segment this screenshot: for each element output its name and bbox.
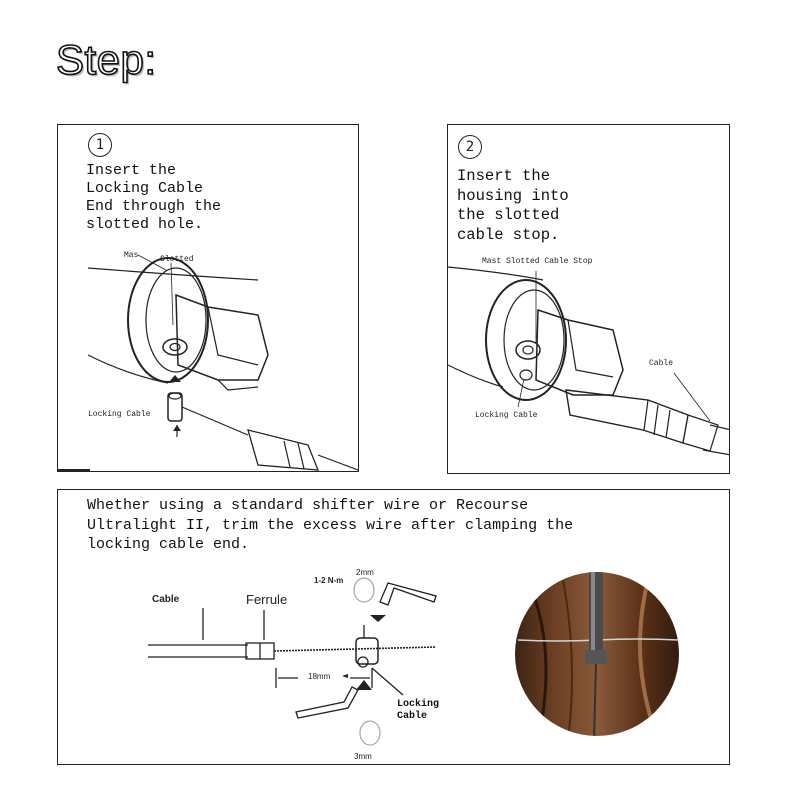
step-3-hex-top-label: 2mm (356, 568, 374, 577)
step-3-instruction: Whether using a standard shifter wire or Recourse Ultralight II, trim the excess wire after clamping the locking cable end. (87, 497, 574, 553)
step-1-panel (57, 124, 359, 472)
step-1-diagram (58, 125, 359, 472)
step-3-ferrule-label: Ferrule (246, 592, 288, 607)
step-2-locking-cable-label: Locking Cable (475, 411, 538, 420)
step-3-torque-label: 1-2 N-m (314, 576, 344, 585)
step-1-number: 1 (88, 133, 112, 157)
step-2-instruction: Insert the housing into the slotted cable stop. (457, 167, 569, 244)
step-2-mast-stop-label: Mast Slotted Cable Stop (482, 257, 593, 266)
step-3-measure-label: 18mm (308, 672, 331, 681)
step-3-cable-label: Cable (152, 594, 180, 605)
step-2-cable-label: Cable (649, 359, 674, 368)
step-3-diagram (58, 490, 730, 765)
page-title: Step: (56, 36, 157, 83)
step-1-locking-cable-label: Locking Cable (88, 410, 151, 419)
step-2-number: 2 (458, 135, 482, 159)
step-2-panel (447, 124, 730, 474)
cable-photo (513, 570, 683, 740)
step-1-slotted-label: Slotted (160, 255, 194, 264)
step-3-panel (57, 489, 730, 765)
step-1-mast-label: Mas (124, 251, 139, 260)
step-1-instruction: Insert the Locking Cable End through the slotted hole. (86, 162, 222, 233)
step-2-diagram (448, 125, 730, 474)
step-3-hex-bottom-label: 3mm (354, 752, 372, 761)
step-3-locking-cable-label: Locking Cable (397, 699, 440, 722)
